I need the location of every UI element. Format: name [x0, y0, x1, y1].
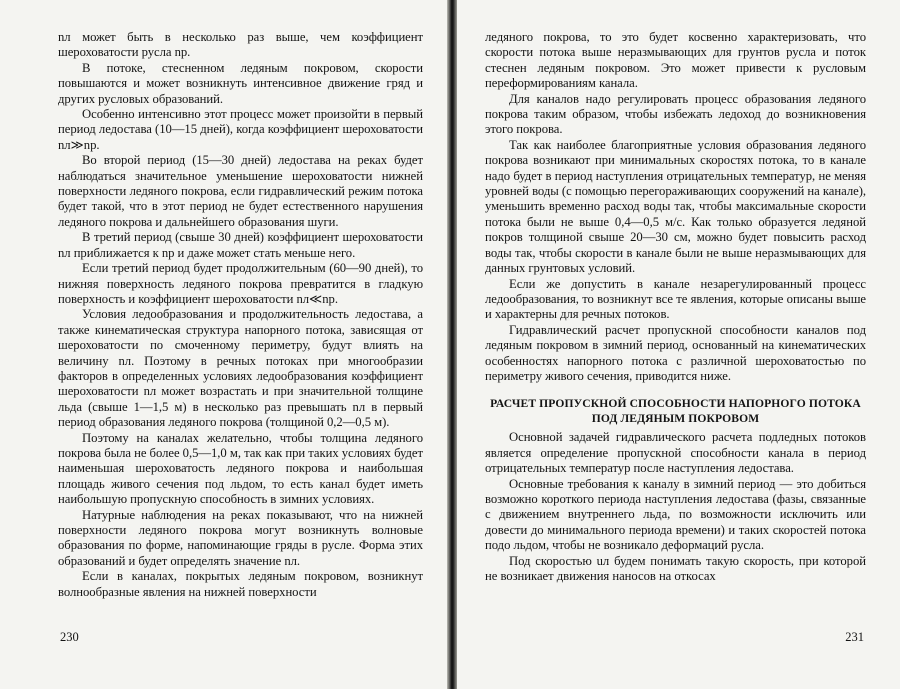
right-paragraph-6: Основной задачей гидравлического расчета подледных потоков является определение пропускной способности канала в период отрицательных температур после наступления ледостава. [485, 430, 866, 476]
left-paragraph-10: Если в каналах, покрытых ледяным покровом, возникнут волнообразные явления на нижней поверхности [58, 569, 423, 599]
left-paragraph-8: Поэтому на каналах желательно, чтобы толщина ледяного покрова была не более 0,5—1,0 м, так как при таких условиях будет наименьшая шероховатость ледяного покрова и наибольшая площадь живого сечения под льдом, то есть канал будет иметь наибольшую пропускную способность в зимних условиях. [58, 430, 423, 507]
section-heading-line-2: ПОД ЛЕДЯНЫМ ПОКРОВОМ [591, 412, 760, 426]
left-paragraph-3: Особенно интенсивно этот процесс может произойти в первый период ледостава (10—15 дней), когда коэффициент шероховатости nл≫nр. [58, 107, 423, 152]
book-gutter [447, 0, 457, 689]
page-number-left: 230 [60, 630, 79, 644]
left-paragraph-6: Если третий период будет продолжительным (60—90 дней), то нижняя поверхность ледяного покрова превратится в гладкую поверхность и коэффициент шероховатости nл≪nр. [58, 261, 423, 306]
left-paragraph-5: В третий период (свыше 30 дней) коэффициент шероховатости nл приближается к nр и даже может стать меньше него. [58, 230, 423, 260]
right-paragraph-3: Так как наиболее благоприятные условия образования ледяного покрова возникают при минимальных скоростях потока, то в канале надо будет в период наступления отрицательных температур, не меняя уровней воды (с помощью перегораживающих сооружений на канале), уменьшить временно расход воды так, чтобы максимальные скорости потока были не выше 0,4—0,5 м/с. Как только образуется ледяной покров толщиной свыше 20—30 см, можно будет повысить расход воды так, чтобы скорости в канале были не выше неразмывающих для данных грунтовых условий. [485, 137, 866, 276]
section-heading [485, 396, 866, 426]
left-paragraph-9: Натурные наблюдения на реках показывают, что на нижней поверхности ледяного покрова могут возникнуть волновые образования по форме, напоминающие гряды в русле. Форма этих образований и будет определять значение nл. [58, 507, 423, 568]
section-heading-line-1: РАСЧЕТ ПРОПУСКНОЙ СПОСОБНОСТИ НАПОРНОГО ПОТОКА [490, 397, 861, 411]
left-paragraph-1: nл может быть в несколько раз выше, чем коэффициент шероховатости русла nр. [58, 30, 423, 60]
right-paragraph-1: ледяного покрова, то это будет косвенно характеризовать, что скорости потока выше неразмывающих для грунтов русла и поток стеснен ледяным покровом. Это может привести к русловым переформированиям канала. [485, 30, 866, 91]
right-paragraph-5: Гидравлический расчет пропускной способности каналов под ледяным покровом в зимний период, основанный на кинематических особенностях напорного потока с различной шероховатостью по периметру живого сечения, приводится ниже. [485, 322, 866, 383]
right-paragraph-8: Под скоростью uл будем понимать такую скорость, при которой не возникает движения наносов на откосах [485, 553, 866, 583]
right-page [457, 0, 900, 689]
right-paragraph-7: Основные требования к каналу в зимний период — это добиться возможно короткого периода наступления ледостава (фазы, связанные с движением внутреннего льда, по возможности исключить или довести до минимального периода времени) и таких скоростей потока подо льдом, чтобы не возникало деформаций русла. [485, 476, 866, 553]
right-paragraph-2: Для каналов надо регулировать процесс образования ледяного покрова таким образом, чтобы избежать ледоход до возникновения этого покрова. [485, 91, 866, 137]
page-number-right: 231 [845, 630, 864, 644]
left-paragraph-2: В потоке, стесненном ледяным покровом, скорости повышаются и может возникнуть интенсивное движение гряд и других русловых образований. [58, 60, 423, 106]
left-page [0, 0, 447, 689]
left-paragraph-7: Условия ледообразования и продолжительность ледостава, а также кинематическая структура напорного потока, зависящая от шероховатости по смоченному периметру, будут влиять на величину nл. Поэтому в речных потоках при многообразии факторов в определенных условиях ледообразования коэффициент шероховатости nл может возрастать и при значительной толщине льда (свыше 1—1,5 м) в несколько раз превышать nл в первый период образования ледяного покрова (толщиной 0,2—0,5 м). [58, 307, 423, 430]
left-paragraph-4: Во второй период (15—30 дней) ледостава на реках будет наблюдаться значительное уменьшение шероховатости нижней поверхности ледяного покрова, если гидравлический режим потока будет такой, что в этот период не будет естественного нарушения ледяного покрова и дальнейшего образования шуги. [58, 153, 423, 229]
right-paragraph-4: Если же допустить в канале незарегулированный процесс ледообразования, то возникнут все те явления, которые описаны выше и характерны для речных потоков. [485, 276, 866, 322]
